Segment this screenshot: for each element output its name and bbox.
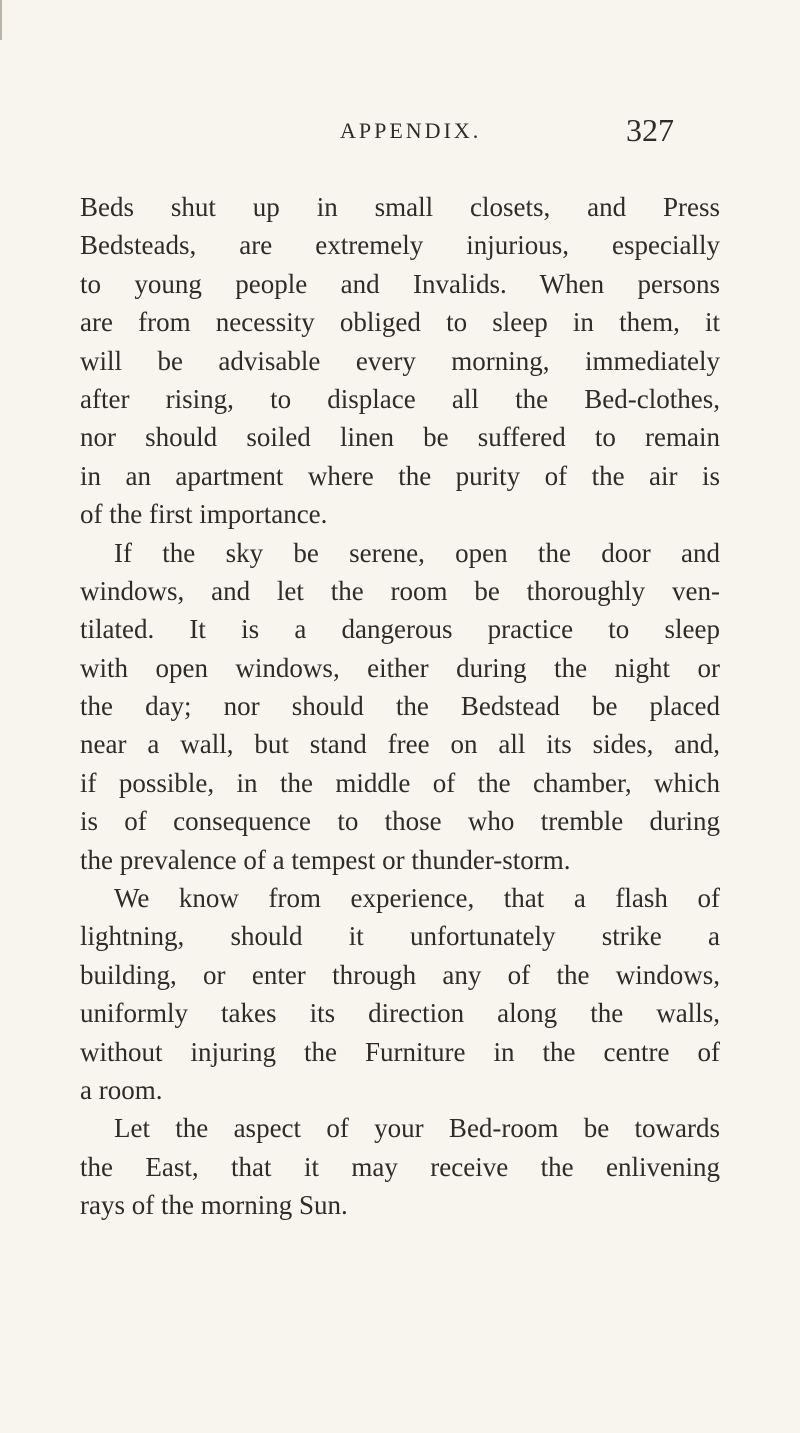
text-line: tilated. It is a dangerous practice to sleep <box>80 614 720 645</box>
text-line: is of consequence to those who tremble during <box>80 806 720 837</box>
text-line: Let the aspect of your Bed-room be towards <box>114 1113 720 1144</box>
text-line: if possible, in the middle of the chamber, which <box>80 767 720 798</box>
running-title: APPENDIX. <box>340 118 482 143</box>
text-line: a room. <box>80 1074 163 1105</box>
page-header <box>0 112 800 152</box>
text-line: without injuring the Furniture in the centre of <box>80 1036 720 1067</box>
text-line: after rising, to displace all the Bed-clothes, <box>80 383 720 414</box>
text-line: building, or enter through any of the windows, <box>80 959 720 990</box>
text-line: are from necessity obliged to sleep in them, it <box>80 307 720 338</box>
text-line: will be advisable every morning, immediately <box>80 345 720 376</box>
text-line: to young people and Invalids. When persons <box>80 268 720 299</box>
text-line: near a wall, but stand free on all its sides, and, <box>80 729 720 760</box>
text-line: rays of the morning Sun. <box>80 1190 348 1221</box>
text-line: If the sky be serene, open the door and <box>114 537 720 568</box>
page-edge-rule <box>0 0 2 40</box>
text-line: windows, and let the room be thoroughly ven- <box>80 575 720 606</box>
text-line: the East, that it may receive the enlivening <box>80 1151 720 1182</box>
text-line: Beds shut up in small closets, and Press <box>80 192 720 222</box>
page-number: 327 <box>626 112 674 148</box>
text-line: We know from experience, that a flash of <box>114 883 720 914</box>
text-line: in an apartment where the purity of the air is <box>80 460 720 491</box>
text-line: the prevalence of a tempest or thunder-storm. <box>80 844 571 875</box>
text-line: Bedsteads, are extremely injurious, especially <box>80 230 720 261</box>
text-line: lightning, should it unfortunately strike a <box>80 921 720 952</box>
text-line: uniformly takes its direction along the walls, <box>80 998 720 1029</box>
text-line: of the first importance. <box>80 499 328 530</box>
body-text <box>80 188 720 1225</box>
text-line: nor should soiled linen be suffered to remain <box>80 422 720 453</box>
text-line: the day; nor should the Bedstead be placed <box>80 691 720 722</box>
text-line: with open windows, either during the night or <box>80 652 720 683</box>
